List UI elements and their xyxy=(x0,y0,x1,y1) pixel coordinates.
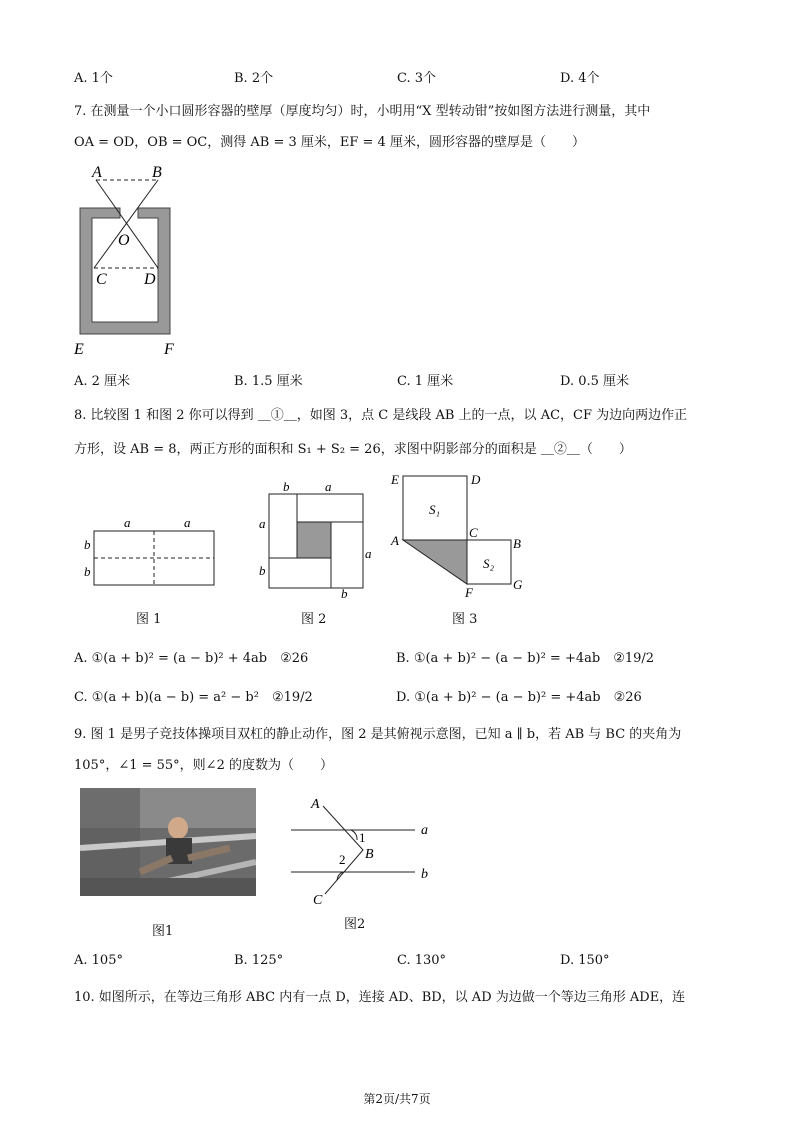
label-angle-2: 2 xyxy=(339,852,346,867)
q9-stem-line1: 9. 图 1 是男子竞技体操项目双杠的静止动作，图 2 是其俯视示意图，已知 a ∥ b，若 AB 与 BC 的夹角为 xyxy=(74,727,682,742)
q7-option-c: C. 1 厘米 xyxy=(397,374,454,389)
fig3-caption: 图 3 xyxy=(452,612,478,627)
fig3-label-e: E xyxy=(391,472,399,487)
q6-option-d: D. 4个 xyxy=(560,71,600,86)
q9-option-c: C. 130° xyxy=(397,953,447,968)
fig2-label-top-b: b xyxy=(283,480,290,494)
label-line-b: b xyxy=(421,867,428,882)
fig1-caption: 图 1 xyxy=(136,612,162,627)
fig3-label-g: G xyxy=(513,577,523,592)
q9-caption-2: 图2 xyxy=(344,917,366,932)
q6-option-c: C. 3个 xyxy=(397,71,437,86)
fig2-inner-square xyxy=(297,522,331,558)
label-angle-1: 1 xyxy=(359,830,366,845)
label-b: B xyxy=(152,164,162,181)
q8-figure-2 xyxy=(255,480,375,600)
q8-stem-line2: 方形，设 AB = 8，两正方形的面积和 S₁ + S₂ = 26，求图中阴影部分的面积是 ＿②＿（ ） xyxy=(74,442,632,457)
q7-stem-line1: 7. 在测量一个小口圆形容器的壁厚（厚度均匀）时，小明用“X 型转动钳”按如图方法进行测量，其中 xyxy=(74,104,651,119)
path-abc xyxy=(323,806,363,894)
q8-option-a: A. ①(a + b)² = (a − b)² + 4ab ②26 xyxy=(74,651,309,666)
fig1-label-a2: a xyxy=(184,515,191,530)
q7-option-d: D. 0.5 厘米 xyxy=(560,374,630,389)
fig3-label-c: C xyxy=(469,525,478,540)
fig2-label-top-a: a xyxy=(325,480,332,494)
q8-option-d: D. ①(a + b)² − (a − b)² = +4ab ②26 xyxy=(396,690,642,705)
q9-option-b: B. 125° xyxy=(234,953,284,968)
fig1-label-a1: a xyxy=(124,515,131,530)
q7-option-b: B. 1.5 厘米 xyxy=(234,374,303,389)
q8-figure-3 xyxy=(385,468,535,608)
fig3-label-s1: S₁ xyxy=(429,502,441,517)
page-footer: 第2页/共7页 xyxy=(363,1092,431,1106)
label-a: A xyxy=(92,164,102,181)
q9-option-a: A. 105° xyxy=(74,953,123,968)
q8-option-c: C. ①(a + b)(a − b) = a² − b² ②19/2 xyxy=(74,690,313,705)
q6-option-b: B. 2个 xyxy=(234,71,274,86)
q7-stem-line2: OA = OD，OB = OC，测得 AB = 3 厘米，EF = 4 厘米，圆形容器的壁厚是（ ） xyxy=(74,135,585,150)
fig3-shaded-triangle xyxy=(403,540,467,584)
q7-option-a: A. 2 厘米 xyxy=(74,374,131,389)
fig2-label-bottom-b: b xyxy=(341,586,348,600)
fig3-label-b: B xyxy=(513,536,521,551)
fig2-label-left-b: b xyxy=(259,563,266,578)
q9-option-d: D. 150° xyxy=(560,953,610,968)
q10-stem-line1: 10. 如图所示，在等边三角形 ABC 内有一点 D，连接 AD、BD，以 AD 为边做一个等边三角形 ADE，连 xyxy=(74,990,686,1005)
q9-stem-line2: 105°，∠1 = 55°，则∠2 的度数为（ ） xyxy=(74,758,333,773)
label-d: D xyxy=(144,271,156,288)
q7-figure xyxy=(70,160,190,360)
label-b-point: B xyxy=(365,847,374,862)
fig2-label-left-a: a xyxy=(259,516,266,531)
fig1-label-b2: b xyxy=(84,564,91,579)
fig3-label-f: F xyxy=(465,585,473,600)
label-o: O xyxy=(118,232,130,249)
label-e: E xyxy=(74,341,84,358)
label-c-point: C xyxy=(313,893,323,908)
container-wall xyxy=(80,208,170,334)
q9-figure-2 xyxy=(285,792,445,910)
q6-option-a: A. 1个 xyxy=(74,71,113,86)
fig3-label-d: D xyxy=(471,472,481,487)
label-c: C xyxy=(96,271,107,288)
label-line-a: a xyxy=(421,823,428,838)
fig3-label-a: A xyxy=(391,533,399,548)
q8-option-b: B. ①(a + b)² − (a − b)² = +4ab ②19/2 xyxy=(396,651,655,666)
fig3-label-s2: S₂ xyxy=(483,556,495,571)
q9-caption-1: 图1 xyxy=(152,924,174,939)
q8-stem-line1: 8. 比较图 1 和图 2 你可以得到 ＿①＿，如图 3，点 C 是线段 AB 上的一点，以 AC，CF 为边向两边作正 xyxy=(74,408,688,423)
gymnast-photo xyxy=(80,788,256,896)
q8-figure-1 xyxy=(80,515,230,590)
label-f: F xyxy=(164,341,174,358)
fig1-label-b1: b xyxy=(84,537,91,552)
fig2-label-right-a: a xyxy=(365,546,372,561)
label-a-point: A xyxy=(311,797,320,812)
fig2-caption: 图 2 xyxy=(301,612,327,627)
